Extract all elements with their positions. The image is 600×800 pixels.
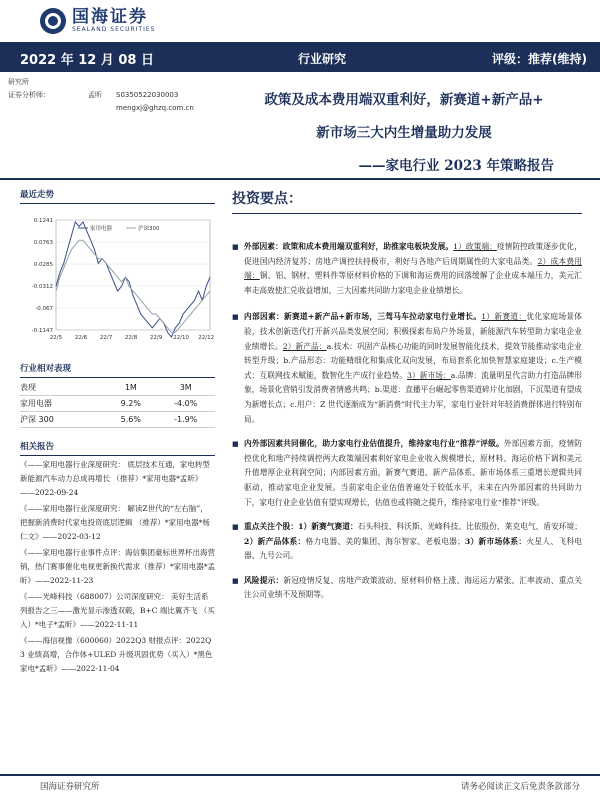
bullet-subhead: 2）成本费用端： [244,256,582,281]
related-report[interactable]: 《——光峰科技（688007）公司深度研究： 美好生活系列报告之三——激光显示渗透双毂，B+C 端比翼齐飞 （买入）*电子*孟昕》——2022-11-11 [20,592,215,629]
bullet-text: 火星人、飞科电器、九号公司。 [244,536,582,561]
main-title: 投资要点： [232,188,582,214]
bullet-external-factors [232,240,582,298]
y-tick-label: -0.0312 [31,284,53,291]
title-line-3: ——家电行业 2023 年策略报告 [358,158,554,174]
header-band [0,42,600,72]
bullet-text: 疫情防控政策逐步优化，促进国内经济复苏；房地产调控扶持极市，利好与各地产后周期属性的大家电品类。 [244,242,582,266]
bullet-subhead: 2）新产品体系： [244,536,306,546]
logo-text-cn: 国海证券 [72,7,148,27]
analyst-role: 证券分析师： [8,91,50,99]
bullet-head: 内外部因素共同催化，助力家电行业估值提升，维持家电行业“推荐”评级。 [244,439,504,449]
bullet-text: 格力电器、美的集团、海尔智家、老板电器； [305,536,465,546]
perf-header-row [20,380,215,396]
report-rating: 评级：推荐(维持) [492,52,587,66]
header-divider [0,178,600,180]
bullet-text: a.技术：巩固产品核心功能的同时发展智能化技术，提效节能推动家电企业转型升级；b.产品形态：功能精细化和集成化双向发展，布局套系化加快智慧家庭建设；c.生产模式：互联网技术赋能，数智化生产成行业趋势。 [244,341,582,380]
bullet-subhead: 1）新赛气赛道： [298,522,358,532]
y-tick-label: 0.0285 [33,262,53,269]
related-report[interactable]: 《——家用电器行业事件点评：海信集团豪标世界杯出海营销，热门赛事催化电视更新换代需求（推荐）*家用电器*孟昕》——2022-11-23 [20,548,215,585]
legend-label: 沪深300 [138,226,160,232]
perf-header-1m: 1M [105,380,156,396]
trend-title: 最近走势 [20,188,215,204]
trend-chart [20,208,215,348]
perf-row-name: 沪深 300 [20,412,105,428]
perf-table [20,380,215,428]
perf-header-name: 表现 [20,380,105,396]
bullet-risks [232,574,582,603]
footer-left: 国海证券研究所 [40,782,100,792]
bullet-text: 优化家庭场景体验，技术创新迭代打开新兴品类发展空间；积极探索布局户外场景，新能源汽车转型助力家电企业业绩增长。 [244,312,582,351]
related-report[interactable]: 《——海信视像（600060）2022Q3 财报点评：2022Q3 业绩高增，合作体+ULED 升级巩固优势（买入）*黑色家电*孟昕》——2022-11-04 [20,636,213,673]
perf-row-1m: 5.6% [105,412,156,428]
sidebar [20,188,215,676]
bullet-subhead: 3）新市场： [407,370,451,380]
analyst-dept: 研究所 [8,78,29,86]
bullet-head: 外部因素：政策和成本费用端双重利好，助推家电板块发展。 [244,242,454,251]
analyst-name: 孟昕 [88,91,102,99]
report-title [224,84,584,183]
bullet-text: a.品牌：流量明星代言助力打造品牌形象，场景化营销引发消费者情感共鸣；b.渠道：直播平台崛起零售渠道碎片化加剧，下沉渠道有望成为新增长点；c.用户：Z 世代逐渐成为“新消费”时代主力军，家电行业针对年轻消费群体进行特别布局。 [244,370,582,424]
chart-frame [56,220,210,330]
main-content [232,188,582,603]
related-report[interactable]: 《——家用电器行业深度研究： 底层技术互通，家电转型新能源汽车动力总成再增长 （推荐）*家用电器*孟昕》——2022-09-24 [20,460,210,497]
perf-row [20,412,215,428]
analyst-info [8,76,194,115]
report-type: 行业研究 [298,52,347,66]
bullet-subhead: 1）政策端： [453,242,497,251]
bullet-internal-factors [232,310,582,427]
perf-row-1m: 9.2% [105,396,156,412]
perf-row-3m: -1.9% [156,412,215,428]
series-line-hs300 [56,240,210,332]
bullet-text: 外部因素方面，疫情防控优化和地产持续调控两大政策端因素利好家电企业收入规模增长，原材料、海运价格下调和美元升值增厚企业利润空间；内部因素方面，新赛气赛道、新产品体系、新市场体系三重增长逻辑共同驱动，推动家电企业发展。当前家电企业估值普遍处于较低水平，未来在内外部因素的共同助力下，家电行业企业估值有望实现增长，估值也或将随之提升，维持家电行业“推荐”评级。 [244,439,582,507]
related-report[interactable]: 《——家用电器行业深度研究： 解读Z世代的“左右脑”，把握新消费时代家电投资底层逻辑 （推荐）*家用电器*杨仁文》——2022-03-12 [20,504,210,541]
x-tick-label: 22/7 [99,335,113,341]
bullet-text: 新冠疫情反复、房地产政策波动、原材料价格上涨、海运运力紧张、汇率波动、重点关注公司业绩不及预期等。 [244,575,582,600]
logo-icon [40,8,66,34]
y-tick-label: 0.0763 [33,240,53,247]
bullet-subhead: 3）新市场体系： [464,536,527,546]
bullet-subhead: 2）新产品： [282,341,327,351]
analyst-cert: S0350522030003 [116,91,179,99]
footer-divider [0,774,600,776]
perf-row-name: 家用电器 [20,396,105,412]
perf-row [20,396,215,412]
bullet-head: 风险提示： [244,575,284,585]
title-line-2: 新市场三大内生增量助力发展 [316,125,492,141]
perf-header-3m: 3M [156,380,215,396]
bullet-stocks [232,520,582,564]
legend-label: 家用电器 [90,226,113,232]
logo-text-en: SEALAND SECURITIES [72,26,156,33]
bullet-text: 铜、铝、钢材、塑料件等原材料价格的下调和海运费用的回落缓解了企业成本端压力，美元汇率走高致使汇兑收益增加，三大因素共同助力家电企业业绩增长。 [244,271,582,295]
company-logo [40,6,155,36]
bullet-subhead: 1）新赛道： [481,312,527,322]
footer-right: 请务必阅读正文后免责条款部分 [460,782,580,792]
y-tick-label: -0.067 [35,306,53,313]
x-tick-label: 22/10 [173,335,190,341]
x-tick-label: 22/12 [198,335,215,341]
perf-title: 行业相对表现 [20,362,215,378]
x-tick-label: 22/8 [124,335,138,341]
analyst-email[interactable]: mengxj@ghzq.com.cn [116,104,194,112]
bullet-head: 内部因素：新赛道+新产品+新市场，三驾马车拉动家电行业增长。 [244,312,482,322]
y-tick-label: -0.1147 [31,328,53,334]
related-title: 相关报告 [20,440,215,456]
report-date: 2022 年 12 月 08 日 [20,53,154,68]
series-line-home-appliance [56,222,210,337]
trend-chart-svg [20,208,215,348]
bullet-valuation [232,437,582,510]
y-tick-label: 0.1241 [33,218,53,224]
bullet-head: 重点关注个股： [244,522,299,532]
title-line-1: 政策及成本费用端双重利好，新赛道+新产品+ [264,92,544,108]
x-tick-label: 22/6 [74,335,88,341]
x-tick-label: 22/5 [49,335,63,341]
x-tick-label: 22/9 [149,335,163,341]
perf-row-3m: -4.0% [156,396,215,412]
bullet-text: 石头科技、科沃斯、光峰科技、比依股份、莱克电气、盾安环境； [357,522,582,532]
